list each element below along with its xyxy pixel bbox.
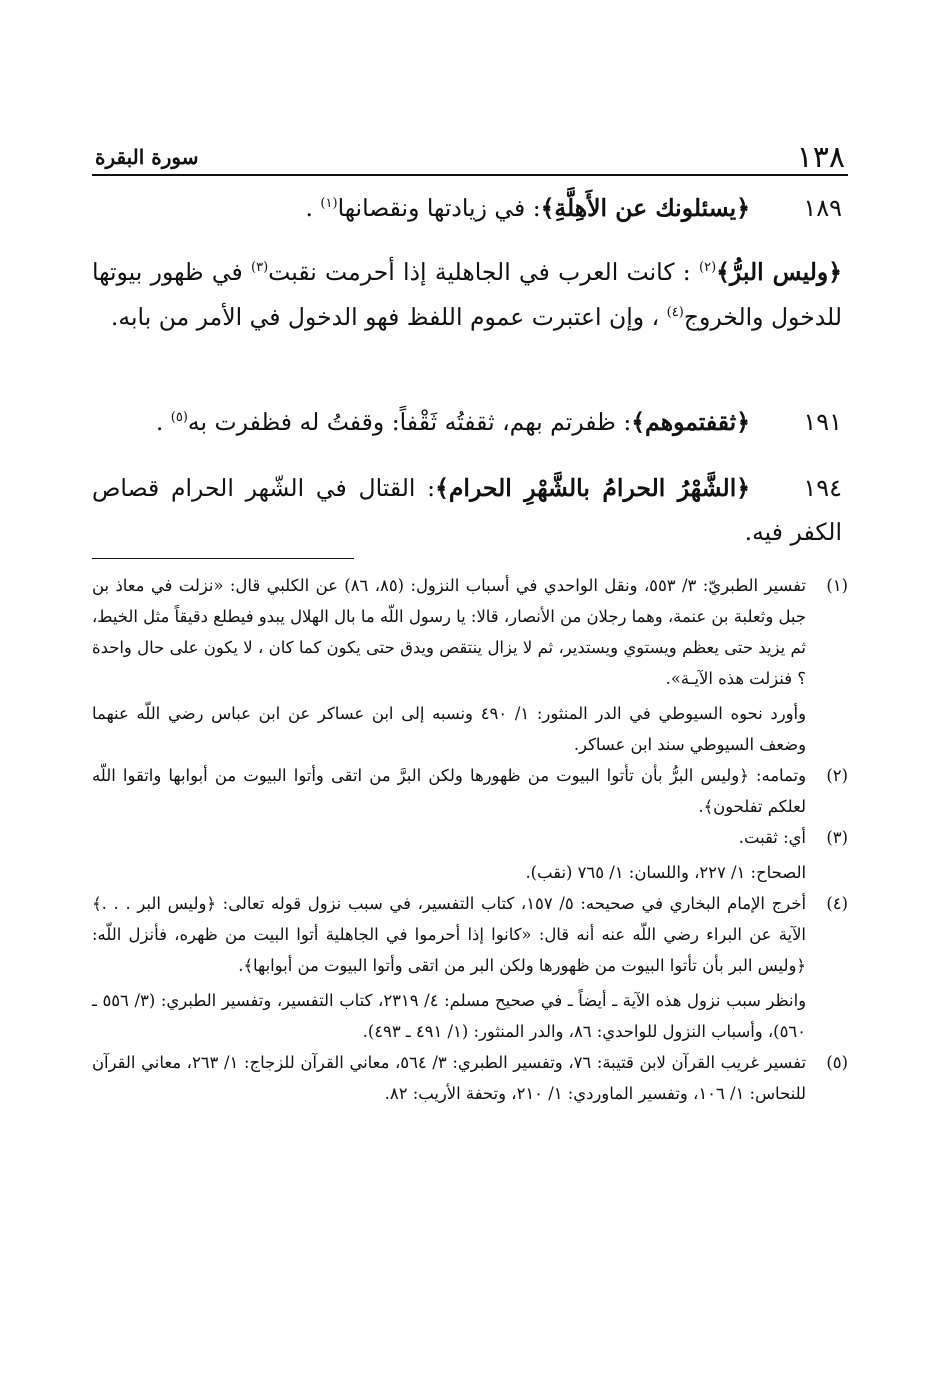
gloss: في ظهور بيوتها للدخول والخروج — [92, 258, 842, 331]
footnote-body — [92, 760, 806, 822]
quran-term: ﴿ثقفتموهم﴾ — [631, 408, 750, 436]
footnote-paragraph: الصحاح: ١/ ٢٢٧، واللسان: ١/ ٧٦٥ (نقب). — [525, 863, 806, 882]
entry-verse-189 — [92, 186, 842, 230]
verse-number: ١٨٩ — [803, 194, 842, 222]
entry-verse-194 — [92, 466, 842, 554]
footnote-divider — [92, 558, 354, 559]
footnote-paragraph: وأورد نحوه السيوطي في الدر المنثور: ١/ ٤٩٠ ونسبه إلى ابن عساكر عن ابن عباس رضي اللّه عنهما وضعف السيوطي سند ابن عساكر. — [92, 704, 806, 754]
footnote-2 — [92, 760, 848, 822]
footnote-number: (٢) — [826, 766, 848, 785]
entry-text — [92, 186, 750, 230]
footnote-ref[interactable]: (٣) — [251, 260, 269, 276]
entry-text — [92, 400, 750, 444]
footnote-paragraph: وانظر سبب نزول هذه الآية ـ أيضاً ـ في صحيح مسلم: ٤/ ٢٣١٩، كتاب التفسير، وتفسير الطبري: (٣/ ٥٥٦ ـ ٥٦٠)، وأسباب النزول للواحدي: ٨٦، والدر المنثور: (١/ ٤٩١ ـ ٤٩٣). — [92, 991, 807, 1041]
verse-number: ١٩٤ — [803, 474, 842, 502]
quran-term: ﴿الشَّهْرُ الحرامُ بالشَّهْرِ الحرام﴾ — [435, 474, 750, 502]
footnote-number: (١) — [826, 576, 848, 595]
footnote-paragraph: أخرج الإمام البخاري في صحيحه: ٥/ ١٥٧، كتاب التفسير، في سبب نزول قوله تعالى: ﴿وليس البر . . .﴾ الآية عن البراء رضي اللّه عنه أنه قال: «كانوا إذا أحرموا في الجاهلية أتوا البيت من ظهره، فأنزل اللّه: ﴿وليس البر بأن تأتوا البيوت من ظهورها ولكن البر من اتقى وأتوا البيوت من أبوابها﴾. — [92, 894, 807, 975]
footnote-body — [92, 888, 806, 1047]
quran-term: ﴿يسئلونك عن الأَهِلَّةِ﴾ — [540, 194, 750, 222]
footnote-number: (٤) — [826, 894, 848, 913]
page-number: ١٣٨ — [796, 140, 845, 175]
entry-text — [92, 466, 842, 554]
footnote-body — [92, 822, 806, 888]
footnote-number: (٣) — [826, 828, 848, 847]
footnote-ref[interactable]: (٥) — [170, 410, 188, 426]
entry-verse-191 — [92, 400, 842, 444]
gloss: : في زيادتها ونقصانها — [337, 194, 541, 222]
footnote-paragraph: أي: ثقبت. — [738, 828, 806, 847]
footnote-1 — [92, 570, 848, 760]
footnote-5 — [92, 1047, 848, 1109]
footnote-3 — [92, 822, 848, 888]
gloss: : ظفرتم بهم، ثقفتُه ثَقْفاً: وقفتُ له فظفرت به — [187, 408, 632, 436]
footnote-4 — [92, 888, 848, 1047]
footnote-ref[interactable]: (٤) — [666, 305, 684, 321]
entry-text — [92, 250, 842, 340]
punctuation: . — [155, 408, 171, 436]
verse-number: ١٩١ — [803, 408, 842, 436]
footnote-paragraph: تفسير الطبريّ: ٣/ ٥٥٣، ونقل الواحدي في أسباب النزول: (٨٥، ٨٦) عن الكلبي قال: «نزلت في معاذ بن جبل وثعلبة بن عنمة، وهما رجلان من الأنصار، قالا: يا رسول اللّه ما بال الهلال يبدو فيطلع دقيقاً مثل الخيط، ثم يزيد حتى يعظم ويستوي ويستدير، ثم لا يزال ينتقص ويدق حتى يكون كما كان ، لا يكون على حال واحدة ؟ فنزلت هذه الآيـة». — [92, 576, 806, 688]
gloss: ، وإن اعتبرت عموم اللفظ فهو الدخول في الأمر من بابه. — [110, 303, 667, 331]
gloss: : القتال في الشّهر الحرام قصاص الكفر فيه. — [92, 474, 842, 546]
entry-wa-laysa-al-birr — [92, 250, 842, 340]
footnote-body — [92, 1047, 806, 1109]
footnote-number: (٥) — [826, 1053, 848, 1072]
header-divider — [92, 174, 848, 176]
footnote-ref[interactable]: (٢) — [699, 260, 717, 276]
footnote-body — [92, 570, 806, 760]
gloss: : كانت العرب في الجاهلية إذا أحرمت نقبت — [268, 258, 700, 286]
punctuation: . — [305, 194, 321, 222]
footnote-paragraph: وتمامه: ﴿وليس البرُّ بأن تأتوا البيوت من ظهورها ولكن البرَّ من اتقى وأتوا البيوت من أبوابها واتقوا اللّه لعلكم تفلحون﴾. — [92, 766, 806, 816]
footnote-paragraph: تفسير غريب القرآن لابن قتيبة: ٧٦، وتفسير الطبري: ٣/ ٥٦٤، معاني القرآن للزجاج: ١/ ٢٦٣، معاني القرآن للنحاس: ١/ ١٠٦، وتفسير الماوردي: ١/ ٢١٠، وتحفة الأريب: ٨٢. — [92, 1053, 807, 1103]
footnote-ref[interactable]: (١) — [320, 196, 338, 212]
quran-term: ﴿وليس البرُّ﴾ — [716, 258, 843, 286]
footnotes — [92, 570, 848, 1109]
running-header-surah: سورة البقرة — [95, 145, 199, 169]
